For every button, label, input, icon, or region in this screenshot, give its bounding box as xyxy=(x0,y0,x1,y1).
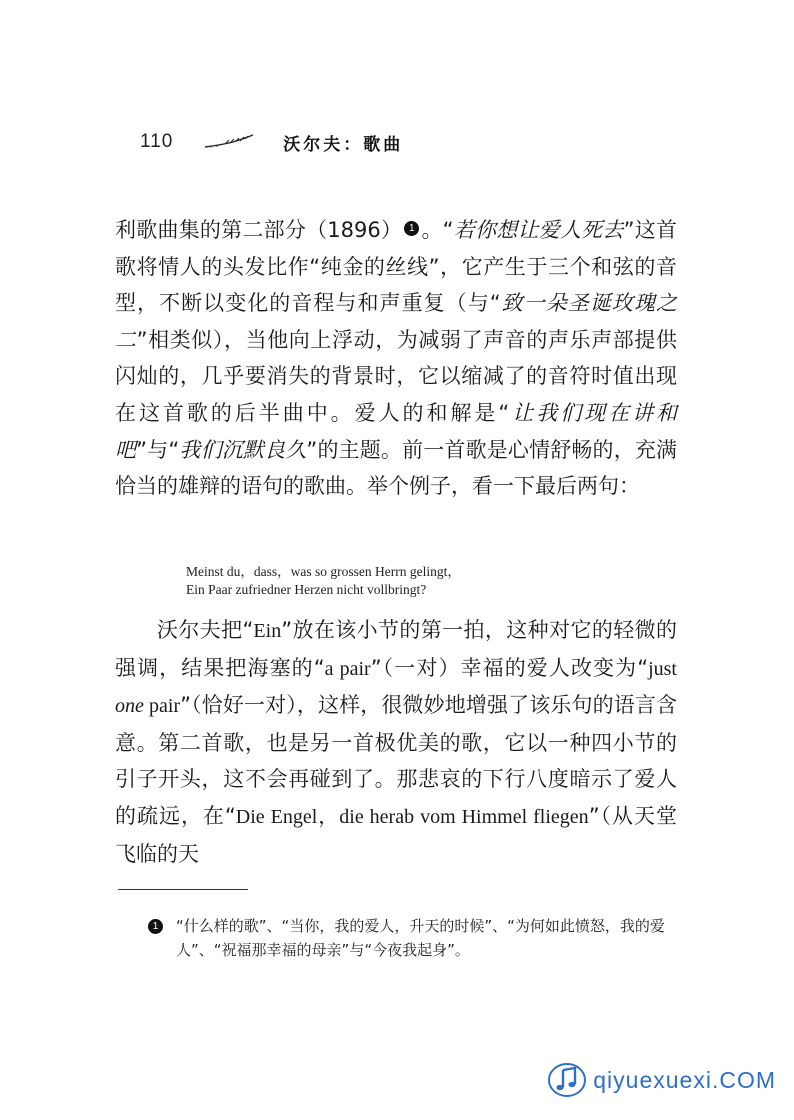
text-run: ”（一对）幸福的爱人改变为“ xyxy=(370,655,649,680)
site-watermark xyxy=(547,1062,776,1098)
quoted-word: a pair xyxy=(324,657,371,680)
quoted-word: Ein xyxy=(253,620,282,642)
text-run: 沃尔夫把“ xyxy=(157,618,254,642)
text-run: ”（从天堂飞临的天 xyxy=(115,803,677,866)
body-paragraph-1 xyxy=(115,212,677,505)
verse-line-2: Ein Paar zufriedner Herzen nicht vollbringt? xyxy=(186,582,427,597)
verse-line-1: Meinst du，dass，was so grossen Herrn gelingt， xyxy=(186,564,461,579)
text-run: ”的主题。前一首歌是心情舒畅的，充满恰当的雄辩的语句的歌曲。举个例子，看一下最后两句： xyxy=(115,437,678,499)
footnote xyxy=(148,914,683,962)
text-run: ”相类似），当他向上浮动，为减弱了声音的声乐声部提供闪灿的，几乎要消失的背景时，它以缩减了的音符时值出现在这首歌的后半曲中。爱人的和解是“ xyxy=(115,327,677,425)
song-title: 若你想让爱人死去 xyxy=(453,218,624,242)
page-number: 110 xyxy=(140,131,174,152)
body-paragraph-2 xyxy=(115,612,677,872)
running-header xyxy=(140,128,403,156)
emphasized-word: one xyxy=(115,695,144,718)
text-run: ”与“ xyxy=(136,437,180,462)
footnote-marker: 1 xyxy=(404,221,419,236)
quoted-word: just xyxy=(648,657,677,680)
quoted-word: pair xyxy=(143,695,181,718)
song-title: 致一朵圣诞玫瑰之二 xyxy=(115,291,677,352)
song-title: 让我们现在讲和吧 xyxy=(115,400,677,462)
text-run: ”放在该小节的第一拍，这种对它的轻微的强调，结果把海塞的“ xyxy=(115,618,677,680)
footnote-divider xyxy=(118,889,248,890)
text-run: ”（恰好一对），这样，很微妙地增强了该乐句的语言含意。第二首歌，也是另一首极优美的歌，它以一种四小节的引子开头，这不会再碰到了。那悲哀的下行八度暗示了爱人的疏远，在“ xyxy=(115,693,677,828)
quill-ornament-icon xyxy=(203,134,255,150)
watermark-text: qiyuexuexi.COM xyxy=(593,1066,776,1093)
music-note-icon xyxy=(547,1062,587,1098)
running-title: 沃尔夫：歌曲 xyxy=(283,134,404,155)
footnote-marker: 1 xyxy=(148,919,163,934)
song-title: 我们沉默良久 xyxy=(179,437,307,462)
footnote-text: “什么样的歌”、“当你，我的爱人，升天的时候”、“为何如此愤怒，我的爱人”、“祝福那幸福的母亲”与“今夜我起身”。 xyxy=(176,917,665,959)
text-run: ”这首歌将情人的头发比作“纯金的丝线”，它产生于三个和弦的音型，不断以变化的音程与和声重复（与“ xyxy=(115,218,677,316)
text-run: 利歌曲集的第二部分（1896） xyxy=(115,218,403,242)
verse-quote xyxy=(186,563,461,599)
text-run: 。“ xyxy=(421,218,454,242)
quoted-phrase: Die Engel，die herab vom Himmel fliegen xyxy=(235,805,589,828)
